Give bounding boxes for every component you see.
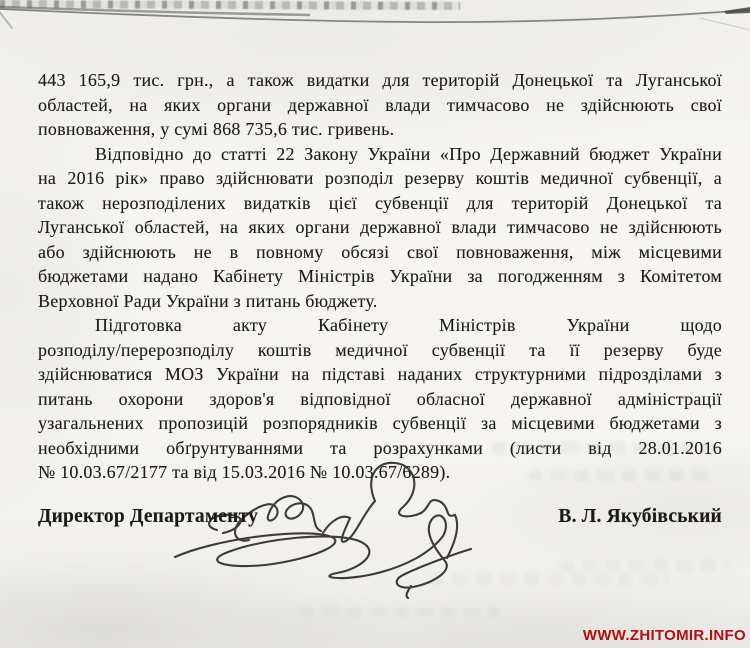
signer-role: Директор Департаменту — [38, 506, 259, 527]
document-line: також нерозподілених видатків цієї субвенції для територій Донецької та — [38, 192, 722, 213]
document-line: питань охорони здоров'я відповідної обласної державної адміністрації — [38, 388, 722, 409]
scan-edge-line — [0, 0, 750, 36]
document-line: розподілу/перерозподілу коштів медичної субвенції та її резерву буде — [38, 339, 722, 360]
document-line: Луганської областей, на яких органи державної влади тимчасово не здійснюють — [38, 217, 722, 237]
bleed-through-artifact — [560, 560, 730, 571]
site-watermark: WWW.ZHITOMIR.INFO — [582, 627, 746, 644]
bleed-through-artifact — [300, 606, 500, 617]
bleed-through-artifact — [528, 470, 716, 481]
signer-name: В. Л. Якубівський — [558, 506, 722, 527]
document-line: 443 165,9 тис. грн., а також видатки для територій Донецької та Луганської — [38, 70, 722, 90]
letter-body — [38, 68, 722, 485]
document-line: Підготовка акту Кабінету Міністрів України щодо — [95, 315, 722, 335]
document-line: необхідними обґрунтуваннями та розрахунками (листи від 28.01.2016 — [38, 437, 722, 458]
document-line: здійснюватися МОЗ України на підставі наданих структурними підрозділами з — [38, 364, 722, 384]
signature-block — [38, 506, 722, 528]
bleed-through-artifact — [492, 442, 718, 453]
document-line: бюджетами надано Кабінету Міністрів України за погодженням з Комітетом — [38, 266, 722, 286]
document-line: областей, на яких органи державної влади тимчасово не здійснюють свої — [38, 94, 722, 115]
document-line: Відповідно до статті 22 Закону України «Про Державний бюджет України — [95, 143, 722, 164]
document-line: на 2016 рік» право здійснювати розподіл резерву коштів медичної субвенції, а — [38, 168, 722, 188]
document-line: Верховної Ради України з питань бюджету. — [38, 290, 378, 311]
document-line: повноваження, у сумі 868 735,6 тис. гривень. — [38, 119, 395, 139]
document-line: або здійснюють не в повному обсязі свої повноваження, між місцевими — [38, 241, 722, 262]
document-line: № 10.03.67/2177 та від 15.03.2016 № 10.03.67/6289). — [38, 462, 451, 482]
document-line: узагальнених пропозицій розпорядників субвенції за місцевими бюджетами з — [38, 413, 722, 433]
handwritten-signature — [165, 456, 475, 600]
